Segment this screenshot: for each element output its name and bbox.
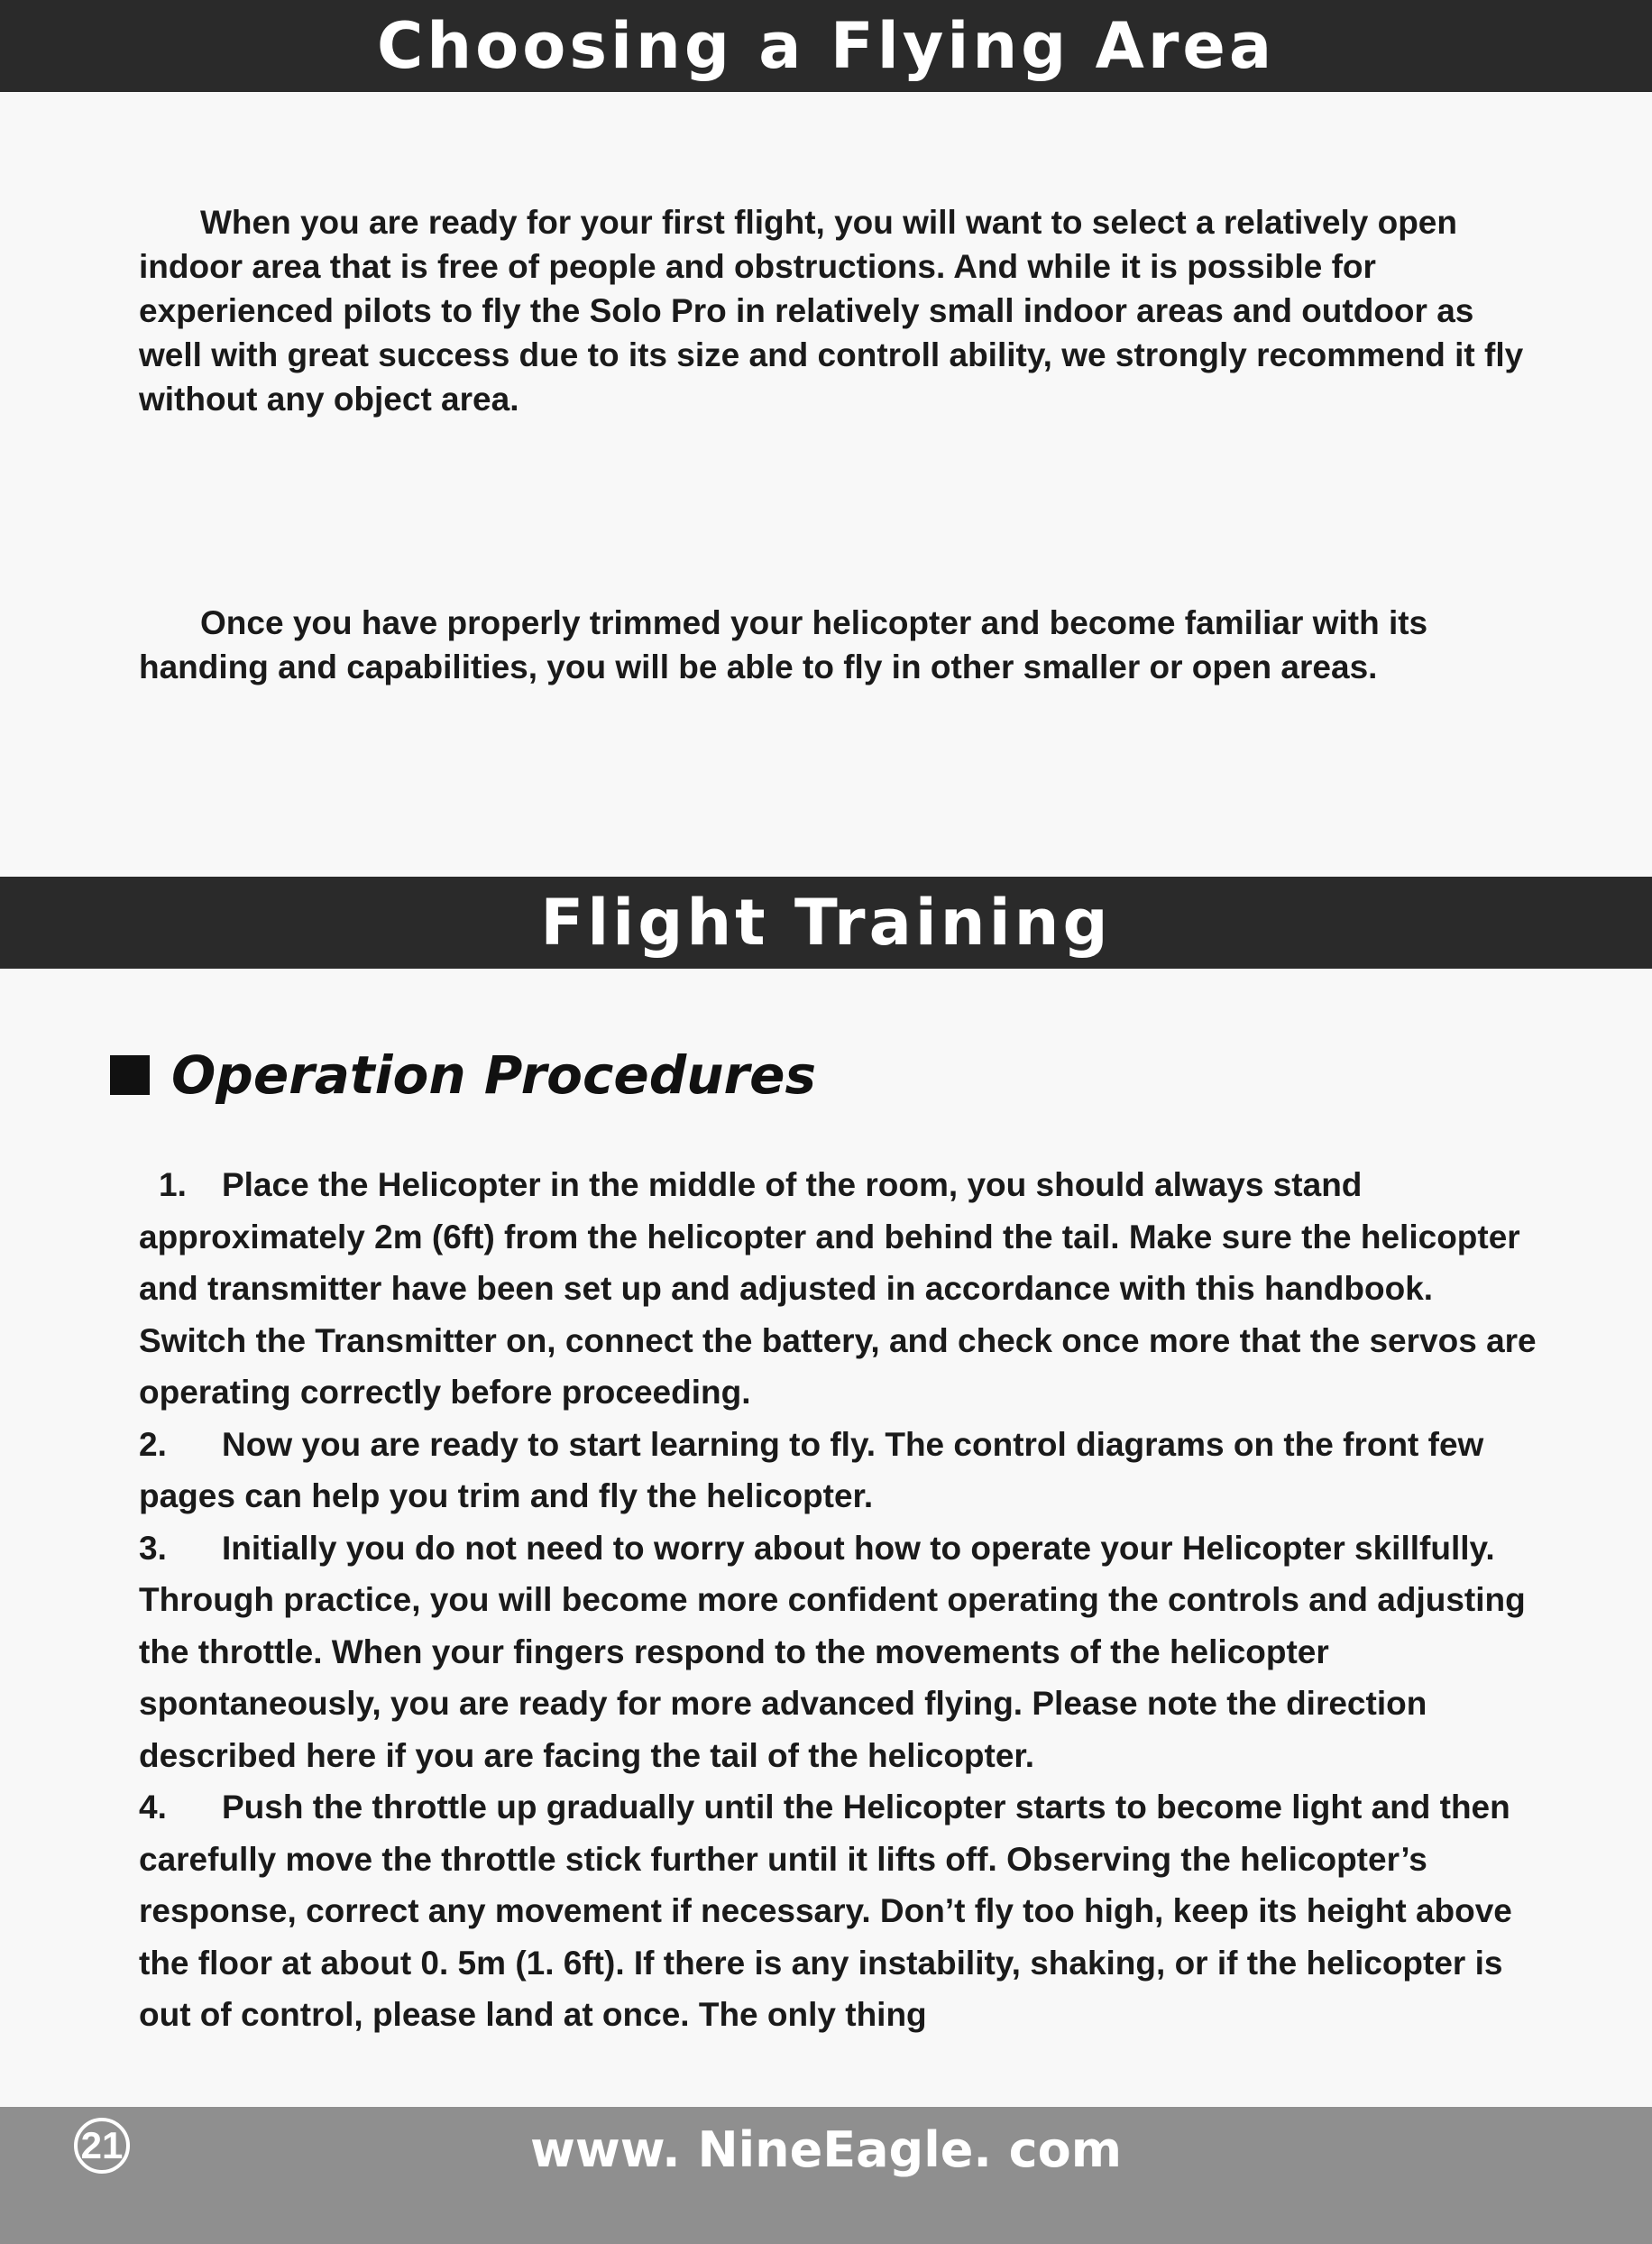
step-number: 3. xyxy=(139,1529,167,1567)
page-number: 21 xyxy=(74,2118,130,2174)
procedure-step xyxy=(139,1419,1546,1522)
section-title-flight-training: Flight Training xyxy=(540,886,1112,960)
step-text: Now you are ready to start learning to fly. The control diagrams on the front few pages can help you trim and fly the helicopter. xyxy=(139,1425,1484,1514)
website-link[interactable]: www. NineEagle. com xyxy=(529,2121,1123,2178)
procedure-list xyxy=(139,1159,1546,2041)
section-header-flight-training xyxy=(0,877,1652,969)
step-text: Push the throttle up gradually until the Helicopter starts to become light and then carefully move the throttle stick further until it lifts off. Observing the helicopter’s response, correct any movement if necessary. Don’t fly too high, keep its height above the floor at about 0. 5m (1. 6ft). If there is any instability, shaking, or if the helicopter is out of control, please land at once. The only thing xyxy=(139,1789,1512,2033)
step-number: 1. xyxy=(159,1166,187,1203)
step-number: 4. xyxy=(139,1789,167,1826)
section-title-flying-area: Choosing a Flying Area xyxy=(376,9,1276,83)
procedure-step xyxy=(139,1522,1546,1782)
step-number: 2. xyxy=(139,1425,167,1463)
subheading-title: Operation Procedures xyxy=(171,1044,817,1106)
flying-area-paragraph-1: When you are ready for your first flight, you will want to select a relatively open indoor area that is free of people and obstructions. And while it is possible for experienced pilots to fly the Solo Pro in relatively small indoor areas and outdoor as well with great success due to its size and controll ability, we strongly recommend it fly without any object area. xyxy=(139,204,1524,418)
procedure-step xyxy=(139,1159,1546,1419)
procedure-step xyxy=(139,1781,1546,2041)
flying-area-paragraph-2: Once you have properly trimmed your helicopter and become familiar with its handing and capabilities, you will be able to fly in other smaller or open areas. xyxy=(139,604,1428,685)
step-text: Initially you do not need to worry about how to operate your Helicopter skillfully. Through practice, you will become more confident operating the controls and adjusting the throttle. When your fingers respond to the movements of the helicopter spontaneously, you are ready for more advanced flying. Please note the direction described here if you are facing the tail of the helicopter. xyxy=(139,1529,1526,1774)
step-text: Place the Helicopter in the middle of the room, you should always stand approximately 2m (6ft) from the helicopter and behind the tail. Make sure the helicopter and transmitter have been set up and adjusted in accordance with this handbook. Switch the Transmitter on, connect the battery, and check once more that the servos are operating correctly before proceeding. xyxy=(139,1166,1537,1411)
square-bullet-icon xyxy=(110,1055,150,1095)
page-footer xyxy=(0,2107,1652,2244)
subheading xyxy=(110,1044,816,1106)
section-header-flying-area xyxy=(0,0,1652,92)
